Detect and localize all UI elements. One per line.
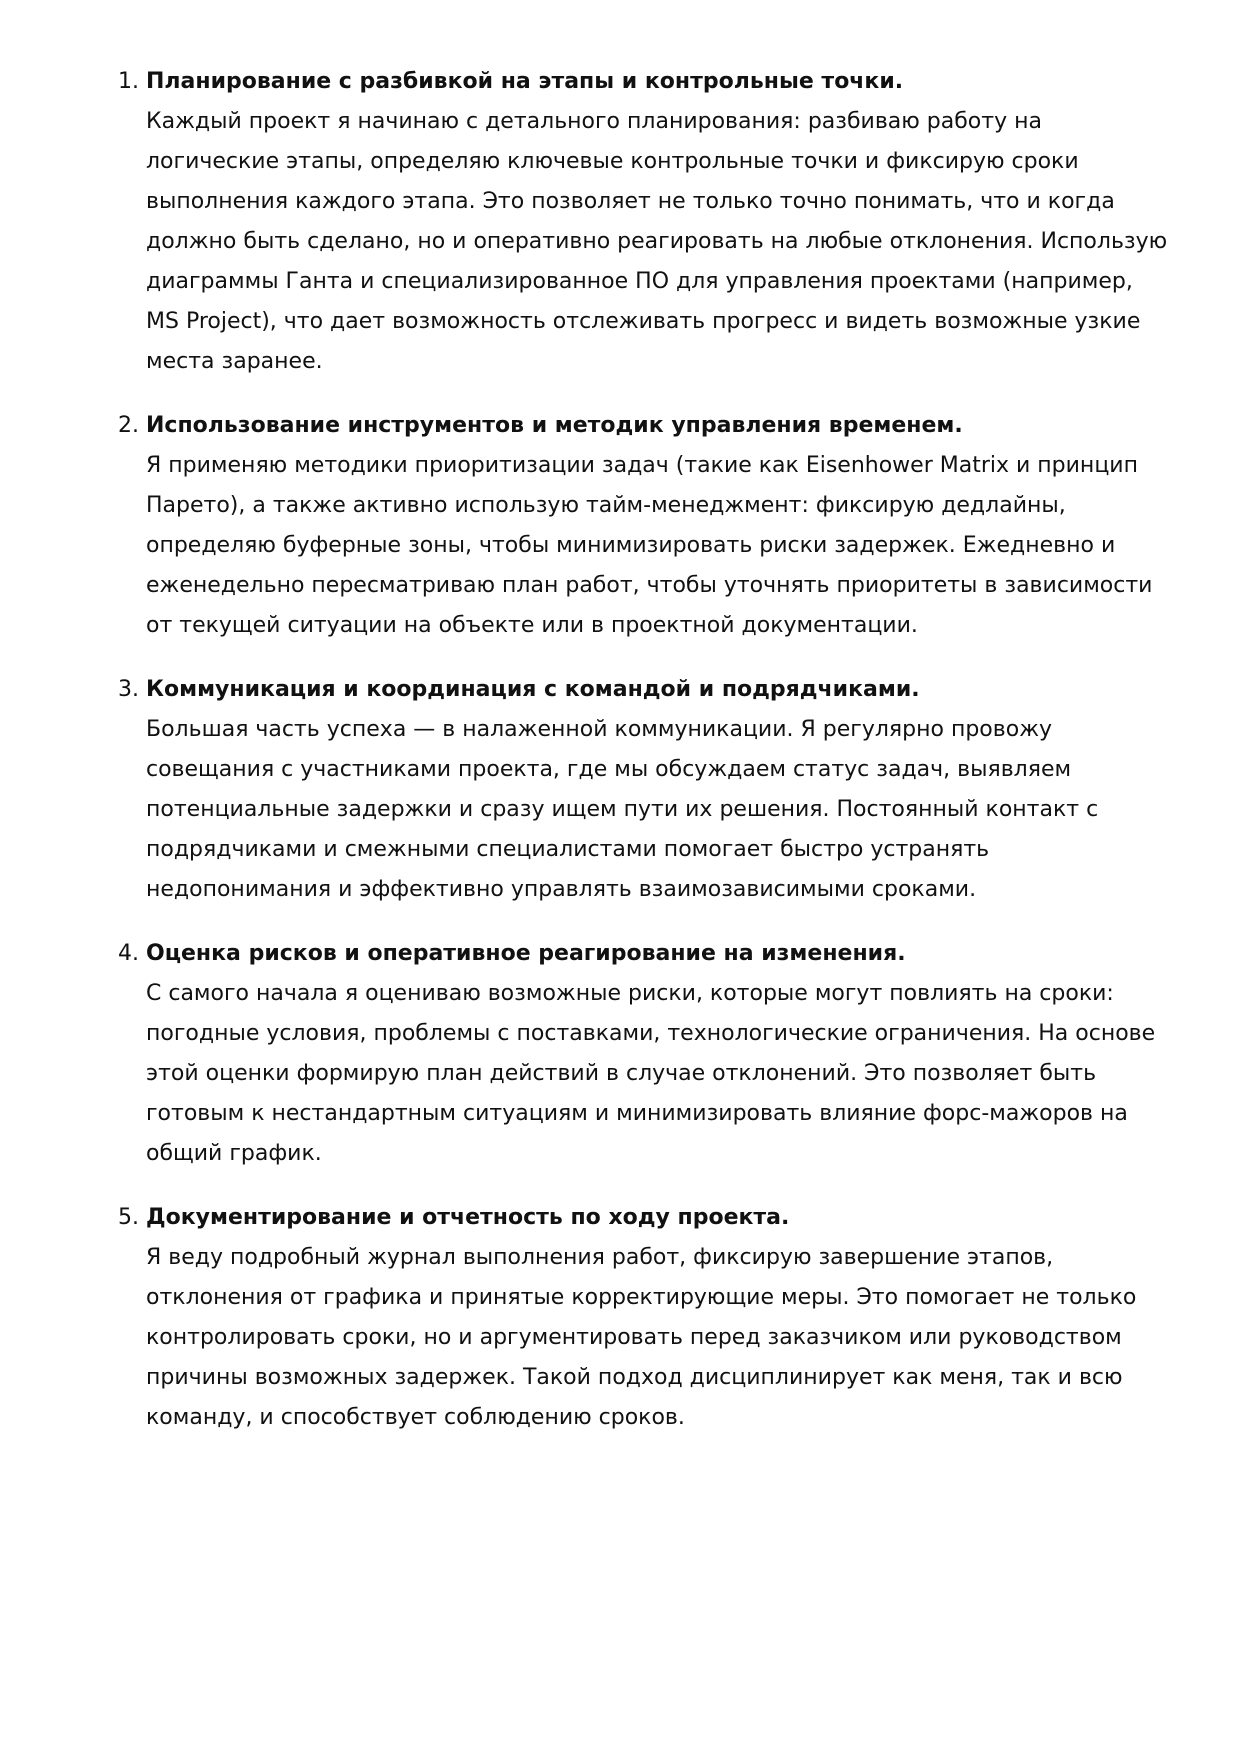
- body-line: Каждый проект я начинаю с детального планирования: разбиваю работу на: [146, 109, 1042, 134]
- item-number: 1.: [118, 69, 139, 94]
- body-line: логические этапы, определяю ключевые контрольные точки и фиксирую сроки: [146, 149, 1079, 174]
- item-number: 3.: [118, 677, 139, 702]
- body-line: еженедельно пересматриваю план работ, чтобы уточнять приоритеты в зависимости: [146, 573, 1153, 598]
- item-number: 5.: [118, 1205, 139, 1230]
- body-line: С самого начала я оцениваю возможные риски, которые могут повлиять на сроки:: [146, 981, 1114, 1006]
- item-title: Документирование и отчетность по ходу проекта.: [146, 1205, 790, 1230]
- item-number: 4.: [118, 941, 139, 966]
- body-line: определяю буферные зоны, чтобы минимизировать риски задержек. Ежедневно и: [146, 533, 1116, 558]
- body-line: должно быть сделано, но и оперативно реагировать на любые отклонения. Использую: [146, 229, 1168, 254]
- list-item: [118, 62, 1168, 382]
- body-line: Я веду подробный журнал выполнения работ, фиксирую завершение этапов,: [146, 1245, 1054, 1270]
- body-line: этой оценки формирую план действий в случае отклонений. Это позволяет быть: [146, 1061, 1097, 1086]
- body-line: контролировать сроки, но и аргументировать перед заказчиком или руководством: [146, 1325, 1122, 1350]
- list-item: [118, 670, 1158, 910]
- item-title: Оценка рисков и оперативное реагирование на изменения.: [146, 941, 906, 966]
- body-line: отклонения от графика и принятые корректирующие меры. Это помогает не только: [146, 1285, 1137, 1310]
- body-line: причины возможных задержек. Такой подход дисциплинирует как меня, так и всю: [146, 1365, 1123, 1390]
- item-title: Использование инструментов и методик управления временем.: [146, 413, 963, 438]
- body-line: недопонимания и эффективно управлять взаимозависимыми сроками.: [146, 877, 977, 902]
- body-line: места заранее.: [146, 349, 323, 374]
- body-line: Большая часть успеха — в налаженной коммуникации. Я регулярно провожу: [146, 717, 1053, 742]
- item-number: 2.: [118, 413, 139, 438]
- body-line: погодные условия, проблемы с поставками, технологические ограничения. На основе: [146, 1021, 1156, 1046]
- item-title: Планирование с разбивкой на этапы и контрольные точки.: [146, 69, 904, 94]
- body-line: совещания с участниками проекта, где мы обсуждаем статус задач, выявляем: [146, 757, 1072, 782]
- body-line: Я применяю методики приоритизации задач (такие как Eisenhower Matrix и принцип: [146, 453, 1138, 478]
- list-item: [118, 1198, 1158, 1438]
- body-line: команду, и способствует соблюдению сроков.: [146, 1405, 685, 1430]
- list-item: [118, 934, 1158, 1174]
- body-line: диаграммы Ганта и специализированное ПО для управления проектами (например,: [146, 269, 1133, 294]
- body-line: от текущей ситуации на объекте или в проектной документации.: [146, 613, 918, 638]
- body-line: общий график.: [146, 1141, 322, 1166]
- body-line: выполнения каждого этапа. Это позволяет не только точно понимать, что и когда: [146, 189, 1115, 214]
- numbered-list: [118, 62, 1168, 1462]
- item-title: Коммуникация и координация с командой и подрядчиками.: [146, 677, 920, 702]
- body-line: готовым к нестандартным ситуациям и минимизировать влияние форс-мажоров на: [146, 1101, 1128, 1126]
- body-line: потенциальные задержки и сразу ищем пути их решения. Постоянный контакт с: [146, 797, 1099, 822]
- body-line: MS Project), что дает возможность отслеживать прогресс и видеть возможные узкие: [146, 309, 1141, 334]
- body-line: подрядчиками и смежными специалистами помогает быстро устранять: [146, 837, 990, 862]
- list-item: [118, 406, 1158, 646]
- body-line: Парето), а также активно использую тайм-менеджмент: фиксирую дедлайны,: [146, 493, 1066, 518]
